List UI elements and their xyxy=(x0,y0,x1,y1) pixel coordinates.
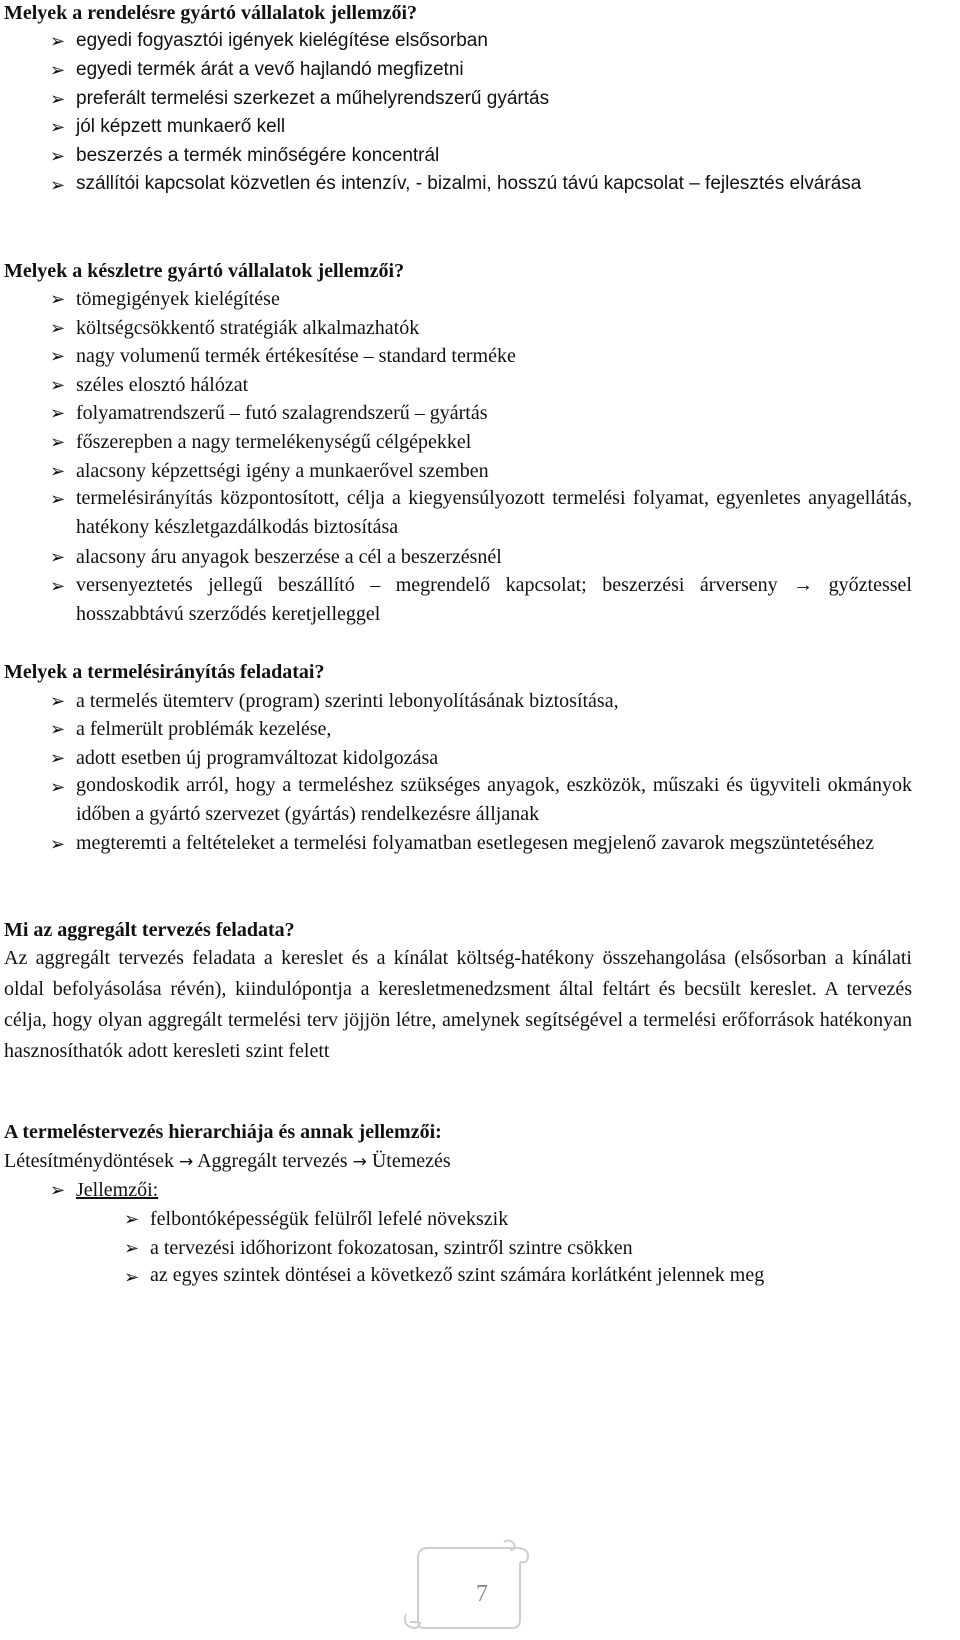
bullet-arrow-icon: ➢ xyxy=(50,175,66,195)
list-item: költségcsökkentő stratégiák alkalmazhatók xyxy=(76,317,420,339)
chain-step-aggregate-planning: Aggregált tervezés xyxy=(197,1150,348,1172)
list-item: széles elosztó hálózat xyxy=(76,374,249,396)
bullet-arrow-icon: ➢ xyxy=(50,576,66,596)
section-heading-planning-hierarchy: A termeléstervezés hierarchiája és annak jellemzői: xyxy=(4,1121,442,1143)
list-item: a tervezési időhorizont fokozatosan, szintről szintre csökken xyxy=(150,1237,633,1259)
bullet-arrow-icon: ➢ xyxy=(50,117,66,137)
bullet-arrow-icon: ➢ xyxy=(50,146,66,166)
bullet-arrow-icon: ➢ xyxy=(50,489,66,509)
list-item: jól képzett munkaerő kell xyxy=(76,116,286,137)
bullet-arrow-icon: ➢ xyxy=(124,1238,140,1258)
bullet-arrow-icon: ➢ xyxy=(50,1180,66,1200)
list-item: tömegigények kielégítése xyxy=(76,288,280,310)
section-heading-aggregate-planning: Mi az aggregált tervezés feladata? xyxy=(4,919,295,941)
characteristics-label: Jellemzői: xyxy=(76,1179,159,1201)
scroll-ornament-icon xyxy=(400,1536,540,1632)
bullet-arrow-icon: ➢ xyxy=(50,375,66,395)
list-item: egyedi termék árát a vevő hajlandó megfizetni xyxy=(76,59,464,80)
list-item: szállítói kapcsolat közvetlen és intenzív, - bizalmi, hosszú távú kapcsolat – fejlesztés elvárása xyxy=(76,173,862,194)
chain-step-facility-decisions: Létesítménydöntések xyxy=(4,1150,174,1172)
list-item: egyedi fogyasztói igények kielégítése elsősorban xyxy=(76,30,488,51)
list-item: nagy volumenű termék értékesítése – standard terméke xyxy=(76,345,516,367)
bullet-arrow-icon: ➢ xyxy=(124,1209,140,1229)
section-heading-production-control: Melyek a termelésirányítás feladatai? xyxy=(4,661,325,683)
bullet-arrow-icon: ➢ xyxy=(50,777,66,797)
list-item: beszerzés a termék minőségére koncentrál xyxy=(76,145,440,166)
bullet-arrow-icon: ➢ xyxy=(50,834,66,854)
bullet-arrow-icon: ➢ xyxy=(50,403,66,423)
list-item: alacsony áru anyagok beszerzése a cél a beszerzésnél xyxy=(76,546,502,568)
list-item: preferált termelési szerkezet a műhelyrendszerű gyártás xyxy=(76,88,550,109)
bullet-arrow-icon: ➢ xyxy=(50,60,66,80)
bullet-arrow-icon: ➢ xyxy=(50,719,66,739)
list-item: termelésirányítás központosított, célja a kiegyensúlyozott termelési folyamat, egyenletes anyagellátás, hatékony készletgazdálkodás biztosítása xyxy=(76,487,912,538)
list-item: versenyeztetés jellegű beszállító – megrendelő kapcsolat; beszerzési árverseny → győztessel hosszabbtávú szerződés keretjelleggel xyxy=(76,574,912,625)
bullet-arrow-icon: ➢ xyxy=(50,346,66,366)
page-number: 7 xyxy=(476,1581,488,1607)
bullet-arrow-icon: ➢ xyxy=(50,461,66,481)
bullet-arrow-icon: ➢ xyxy=(50,691,66,711)
section-heading-make-to-order: Melyek a rendelésre gyártó vállalatok jellemzői? xyxy=(4,2,418,24)
bullet-arrow-icon: ➢ xyxy=(50,318,66,338)
list-item: a felmerült problémák kezelése, xyxy=(76,718,332,740)
bullet-arrow-icon: ➢ xyxy=(124,1267,140,1287)
list-item: felbontóképességük felülről lefelé növekszik xyxy=(150,1208,509,1230)
list-item: alacsony képzettségi igény a munkaerővel szemben xyxy=(76,460,489,482)
bullet-arrow-icon: ➢ xyxy=(50,289,66,309)
bullet-arrow-icon: ➢ xyxy=(50,31,66,51)
list-item: megteremti a feltételeket a termelési folyamatban esetlegesen megjelenő zavarok megszüntetéséhez xyxy=(76,832,874,854)
section-heading-make-to-stock: Melyek a készletre gyártó vállalatok jellemzői? xyxy=(4,260,405,282)
bullet-arrow-icon: ➢ xyxy=(50,89,66,109)
planning-chain xyxy=(4,1148,451,1175)
arrow-right-icon: → xyxy=(178,1152,194,1172)
list-item: folyamatrendszerű – futó szalagrendszerű – gyártás xyxy=(76,402,488,424)
bullet-arrow-icon: ➢ xyxy=(50,547,66,567)
list-item: főszerepben a nagy termelékenységű célgépekkel xyxy=(76,431,472,453)
bullet-arrow-icon: ➢ xyxy=(50,748,66,768)
list-item: az egyes szintek döntései a következő szint számára korlátként jelennek meg xyxy=(150,1264,765,1286)
bullet-arrow-icon: ➢ xyxy=(50,432,66,452)
list-item: adott esetben új programváltozat kidolgozása xyxy=(76,747,439,769)
arrow-right-icon: → xyxy=(352,1152,367,1172)
paragraph-aggregate-planning: Az aggregált tervezés feladata a kereslet és a kínálat költség-hatékony összehangolása (elsősorban a kínálati oldal befolyásolása révén), kiindulópontja a keresletmenedzsment által feltárt és becsült kereslet. A tervezés célja, hogy olyan aggregált termelési terv jöjjön létre, amelynek segítségével a termelési erőforrások hatékonyan hasznosíthatók adott keresleti szint felett xyxy=(4,947,912,1062)
chain-step-scheduling: Ütemezés xyxy=(371,1150,451,1172)
list-item: gondoskodik arról, hogy a termeléshez szükséges anyagok, eszközök, műszaki és ügyviteli okmányok időben a gyártó szervezet (gyártás) rendelkezésre álljanak xyxy=(76,774,912,825)
list-item: a termelés ütemterv (program) szerinti lebonyolításának biztosítása, xyxy=(76,690,619,712)
